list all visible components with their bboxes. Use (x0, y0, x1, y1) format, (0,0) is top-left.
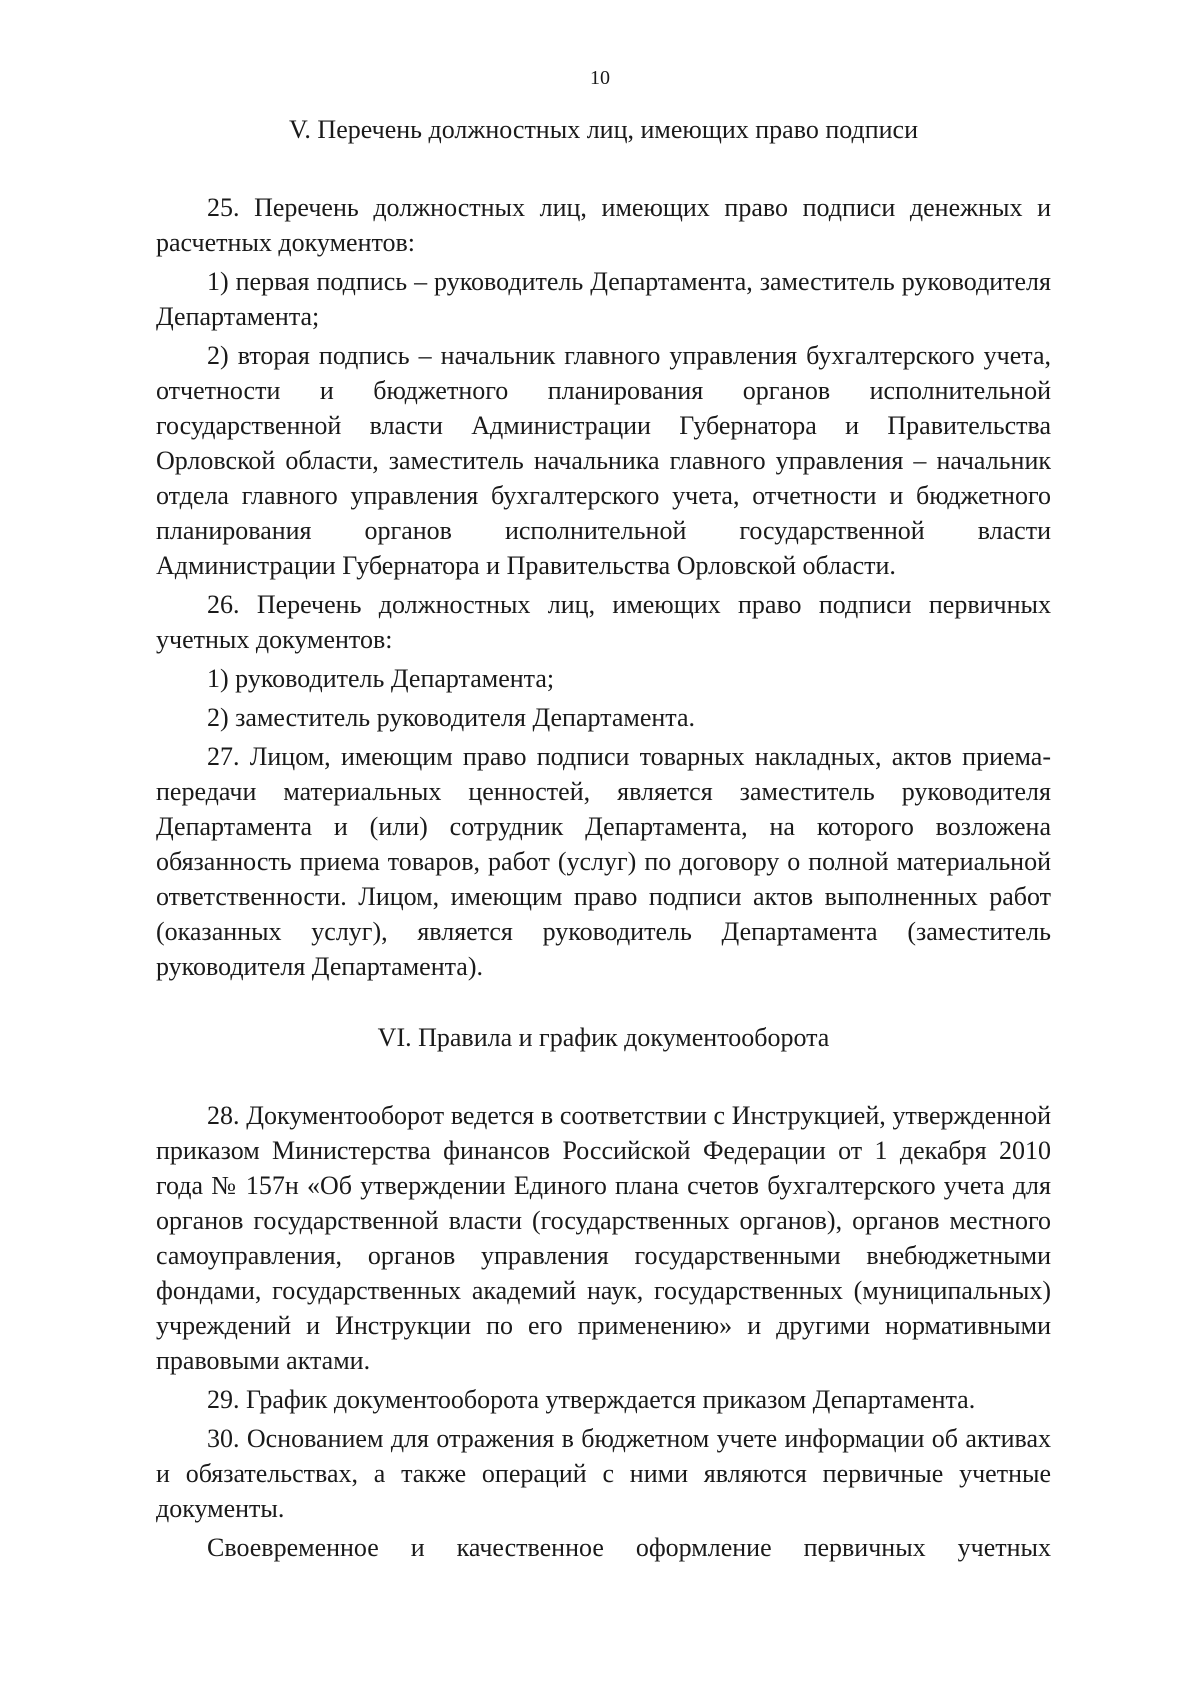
page-number: 10 (590, 67, 610, 89)
paragraph-25: 25. Перечень должностных лиц, имеющих право подписи денежных и расчетных документов: (156, 193, 1051, 257)
paragraph-25-item-2: 2) вторая подпись – начальник главного управления бухгалтерского учета, отчетности и бюджетного планирования органов исполнительной государственной власти Администрации Губернатора и Правительства Орловской области, заместитель начальника главного управления – начальник отдела главного управления бухгалтерского учета, отчетности и бюджетного планирования органов исполнительной государственной власти Администрации Губернатора и Правительства Орловской области. (156, 341, 1051, 580)
section-vi-heading: VI. Правила и график документооборота (377, 1023, 830, 1052)
paragraph-30-continuation: Своевременное и качественное оформление первичных учетных (207, 1533, 1051, 1562)
paragraph-27: 27. Лицом, имеющим право подписи товарных накладных, актов приема-передачи материальных ценностей, является заместитель руководителя Департамента и (или) сотрудник Департамента, на которого возложена обязанность приема товаров, работ (услуг) по договору о полной материальной ответственности. Лицом, имеющим право подписи актов выполненных работ (оказанных услуг), является руководитель Департамента (заместитель руководителя Департамента). (156, 742, 1051, 981)
document-body (156, 112, 1051, 1569)
paragraph-26-item-1: 1) руководитель Департамента; (207, 664, 555, 693)
paragraph-26: 26. Перечень должностных лиц, имеющих право подписи первичных учетных документов: (156, 590, 1051, 654)
paragraph-25-item-1: 1) первая подпись – руководитель Департамента, заместитель руководителя Департамента; (156, 267, 1051, 331)
paragraph-30: 30. Основанием для отражения в бюджетном учете информации об активах и обязательствах, а также операций с ними являются первичные учетные документы. (156, 1424, 1051, 1523)
paragraph-28: 28. Документооборот ведется в соответствии с Инструкцией, утвержденной приказом Министерства финансов Российской Федерации от 1 декабря 2010 года № 157н «Об утверждении Единого плана счетов бухгалтерского учета для органов государственной власти (государственных органов), органов местного самоуправления, органов управления государственными внебюджетными фондами, государственных академий наук, государственных (муниципальных) учреждений и Инструкции по его применению» и другими нормативными правовыми актами. (156, 1101, 1051, 1375)
paragraph-29: 29. График документооборота утверждается приказом Департамента. (207, 1385, 976, 1414)
section-v-heading: V. Перечень должностных лиц, имеющих право подписи (289, 115, 918, 144)
paragraph-26-item-2: 2) заместитель руководителя Департамента. (207, 703, 696, 732)
